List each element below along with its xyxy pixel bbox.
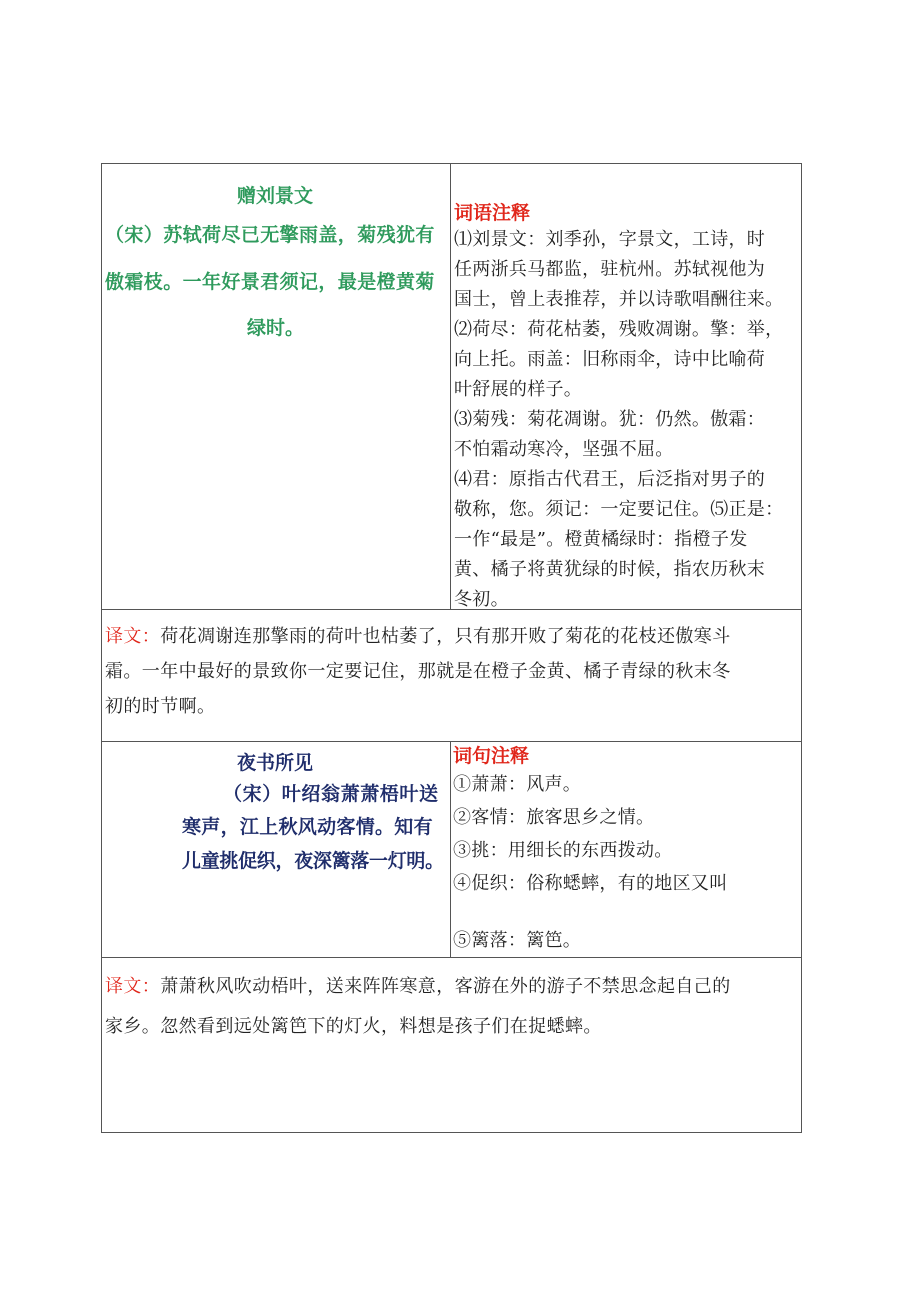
- notes1-heading: 词语注释: [454, 202, 531, 224]
- poem2-line-1: （宋）叶绍翁萧萧梧叶送: [223, 783, 439, 805]
- notes1-cell: [450, 163, 802, 610]
- notes1-line: 任两浙兵马都监，驻杭州。苏轼视他为: [454, 259, 766, 280]
- poem1-line-3: 绿时。: [247, 317, 305, 339]
- translation1-line: 霜。一年中最好的景致你一定要记住，那就是在橙子金黄、橘子青绿的秋末冬: [105, 661, 731, 682]
- notes1-line: 一作“最是”。橙黄橘绿时：指橙子发: [454, 529, 748, 550]
- notes1-line: 黄、橘子将黄犹绿的时候，指农历秋末: [454, 559, 766, 580]
- notes1-line: ⑴刘景文：刘季孙，字景文，工诗，时: [454, 229, 766, 250]
- notes1-line: 冬初。: [454, 589, 509, 610]
- notes2-line: ④促织：俗称蟋蟀，有的地区又叫: [453, 873, 728, 894]
- notes1-line: 国士，曾上表推荐，并以诗歌唱酬往来。: [454, 289, 784, 310]
- translation1-text: 荷花凋谢连那擎雨的荷叶也枯萎了，只有那开败了菊花的花枝还傲寒斗: [160, 626, 731, 647]
- notes2-line: ⑤篱落：篱笆。: [453, 930, 582, 951]
- translation2-line: 家乡。忽然看到远处篱笆下的灯火，料想是孩子们在捉蟋蟀。: [105, 1016, 602, 1037]
- notes1-line: 向上托。雨盖：旧称雨伞，诗中比喻荷: [454, 349, 766, 370]
- poem1-line-1: （宋）苏轼荷尽已无擎雨盖，菊残犹有: [105, 224, 435, 246]
- translation2-first-line: [105, 965, 801, 1009]
- notes2-cell: [450, 741, 802, 958]
- notes1-line: 不怕霜动寒冷，坚强不屈。: [454, 439, 674, 460]
- notes2-line: ①萧萧：风声。: [453, 774, 582, 795]
- translation2-text: 萧萧秋风吹动梧叶，送来阵阵寒意，客游在外的游子不禁思念起自己的: [160, 976, 731, 997]
- translation1-label: 译文：: [105, 626, 161, 647]
- notes1-line: 叶舒展的样子。: [454, 379, 583, 400]
- translation1-cell: [101, 609, 802, 742]
- poem2-line-3: 儿童挑促织，夜深篱落一灯明。: [182, 850, 444, 872]
- poem1-cell: [101, 163, 451, 610]
- poem1-line-2: 傲霜枝。一年好景君须记，最是橙黄菊: [105, 271, 435, 293]
- notes1-line: ⑷君：原指古代君王，后泛指对男子的: [454, 469, 766, 490]
- poem1-title: 赠刘景文: [237, 185, 314, 207]
- notes1-line: ⑶菊残：菊花凋谢。犹：仍然。傲霜：: [454, 409, 766, 430]
- notes1-line: 敬称，您。须记：一定要记住。⑸正是：: [454, 499, 784, 520]
- translation1-first-line: [105, 619, 801, 654]
- notes2-line: ②客情：旅客思乡之情。: [453, 807, 655, 828]
- translation2-label: 译文：: [105, 976, 161, 997]
- notes1-line: ⑵荷尽：荷花枯萎，残败凋谢。擎：举，: [454, 319, 784, 340]
- translation2-cell: [101, 957, 802, 1133]
- poem2-title: 夜书所见: [237, 752, 314, 774]
- notes2-heading: 词句注释: [453, 745, 530, 767]
- translation1-line: 初的时节啊。: [105, 696, 216, 717]
- notes2-line: ③挑：用细长的东西拨动。: [453, 840, 673, 861]
- poem2-cell: [101, 741, 451, 958]
- poem2-line-2: 寒声，江上秋风动客情。知有: [182, 816, 433, 838]
